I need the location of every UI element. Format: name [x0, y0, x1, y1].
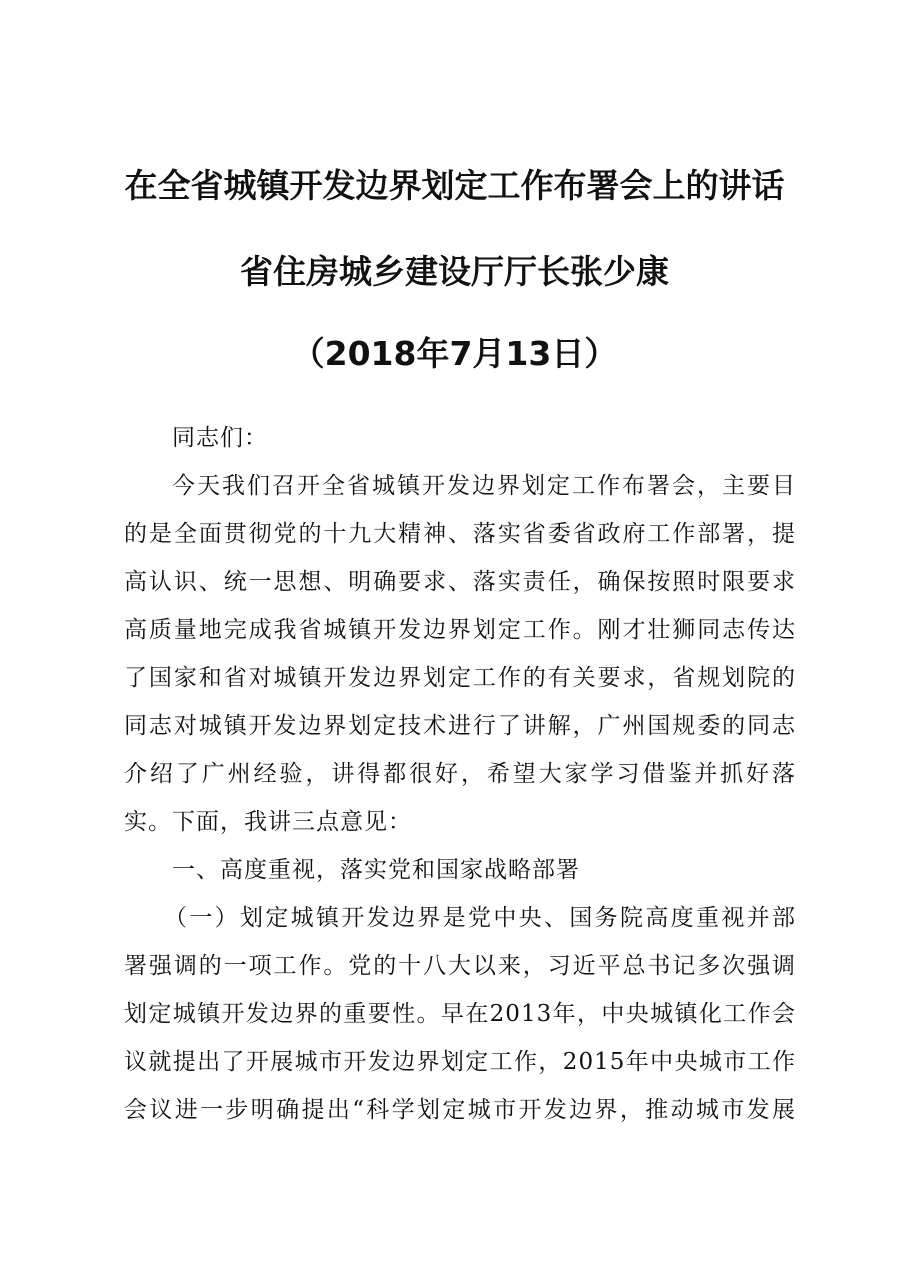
paragraph-intro [124, 462, 796, 846]
paragraph-line: 介绍了广州经验，讲得都很好，希望大家学习借鉴并抓好落 [124, 761, 796, 787]
speaker-line: 省住房城乡建设厅厅长张少康 [240, 252, 669, 291]
paragraph-line: 高认识、统一思想、明确要求、落实责任，确保按照时限要求 [124, 569, 796, 595]
paragraph-line: 署强调的一项工作。党的十八大以来，习近平总书记多次强调 [124, 953, 796, 979]
paragraph-line: 划定城镇开发边界的重要性。早在2013年，中央城镇化工作会 [124, 1001, 796, 1027]
section-heading-text: 一、高度重视，落实党和国家战略部署 [172, 857, 580, 883]
section-heading-1 [124, 846, 796, 894]
salutation: 同志们： [172, 425, 268, 451]
paragraph-section-1-1 [124, 894, 796, 1134]
paragraph-line: 实。下面，我讲三点意见： [124, 809, 412, 835]
paragraph-line: （一）划定城镇开发边界是党中央、国务院高度重视并部 [164, 905, 796, 931]
paragraph-line: 高质量地完成我省城镇开发边界划定工作。刚才壮狮同志传达 [124, 617, 796, 643]
document-body [124, 414, 796, 1134]
paragraph-line: 议就提出了开展城市开发边界划定工作，2015年中央城市工作 [124, 1049, 796, 1075]
paragraph-line: 会议进一步明确提出“科学划定城市开发边界，推动城市发展 [124, 1097, 796, 1123]
paragraph-line: 的是全面贯彻党的十九大精神、落实省委省政府工作部署，提 [124, 521, 796, 547]
paragraph-line: 今天我们召开全省城镇开发边界划定工作布署会，主要目 [172, 473, 796, 499]
date-line: （2018年7月13日） [291, 334, 618, 373]
paragraph-line: 了国家和省对城镇开发边界划定工作的有关要求，省规划院的 [124, 665, 796, 691]
document-title: 在全省城镇开发边界划定工作布署会上的讲话 [124, 166, 785, 205]
paragraph-line: 同志对城镇开发边界划定技术进行了讲解，广州国规委的同志 [124, 713, 796, 739]
